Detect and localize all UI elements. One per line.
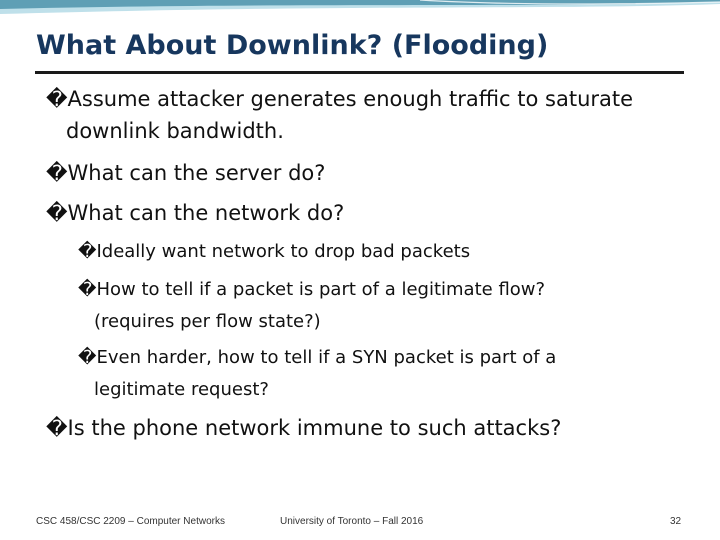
footer-university: University of Toronto – Fall 2016 [280, 516, 424, 527]
bullet-continuation: downlink bandwidth. [66, 119, 284, 143]
bullet-glyph-icon: � [46, 161, 68, 185]
bullet-glyph-icon: � [46, 416, 68, 440]
bullet-text: Is the phone network immune to such attacks? [67, 416, 562, 440]
bullet-text: Assume attacker generates enough traffic to saturate [67, 87, 634, 111]
bullet-text: Even harder, how to tell if a SYN packet is part of a [96, 347, 557, 368]
slide-title: What About Downlink? (Flooding) [36, 30, 549, 61]
bullet-glyph-icon: � [78, 241, 97, 262]
sub-bullet-item [78, 273, 545, 307]
bullet-text: Ideally want network to drop bad packets [96, 241, 471, 262]
sub-bullet-continuation: (requires per flow state?) [94, 311, 321, 332]
bullet-item [46, 84, 633, 114]
bullet-glyph-icon: � [46, 201, 68, 225]
sub-bullet-continuation: legitimate request? [94, 379, 269, 400]
bullet-glyph-icon: � [46, 87, 68, 111]
sub-bullet-item [78, 341, 556, 375]
sub-bullet-item [78, 235, 470, 269]
bullet-text: What can the server do? [67, 161, 326, 185]
bullet-text: What can the network do? [67, 201, 345, 225]
bullet-glyph-icon: � [78, 279, 97, 300]
bullet-item [46, 413, 561, 443]
bullet-text: How to tell if a packet is part of a legitimate flow? [96, 279, 546, 300]
bullet-item [46, 198, 344, 228]
slide-number: 32 [670, 516, 682, 527]
bullet-item [46, 158, 325, 188]
footer-course: CSC 458/CSC 2209 – Computer Networks [36, 516, 225, 527]
bullet-glyph-icon: � [78, 347, 97, 368]
